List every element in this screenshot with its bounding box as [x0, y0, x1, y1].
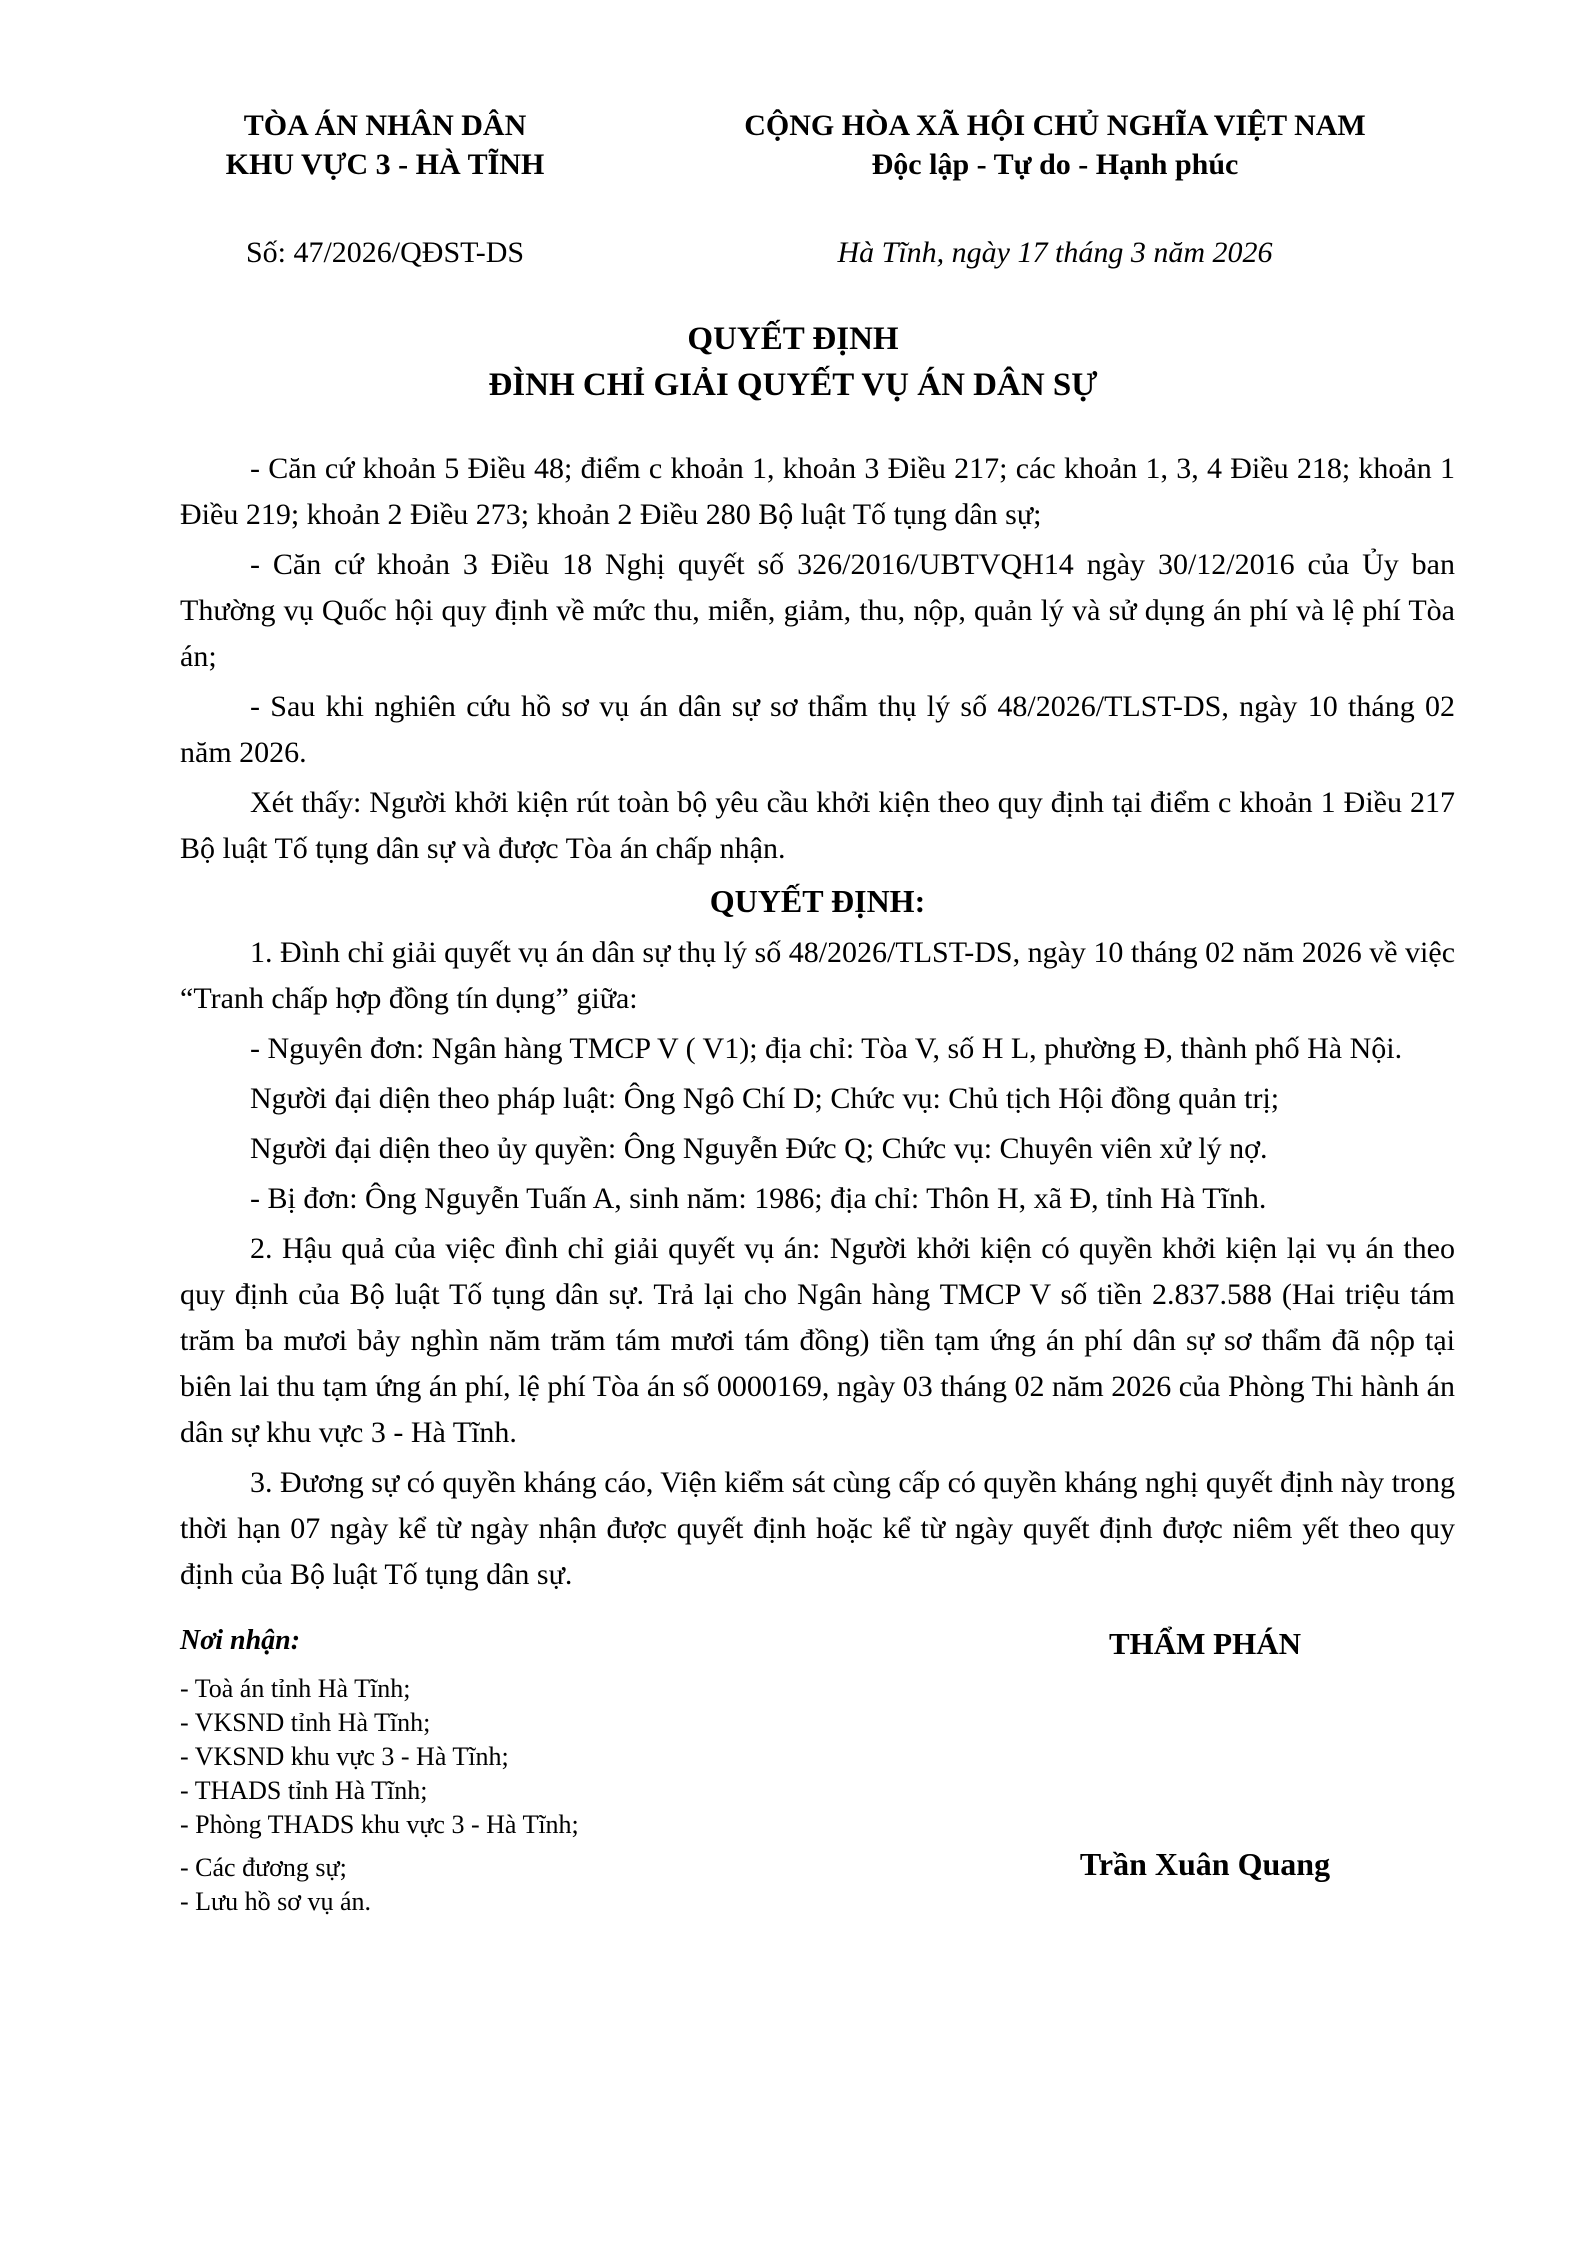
title-line2: ĐÌNH CHỈ GIẢI QUYẾT VỤ ÁN DÂN SỰ [488, 367, 1098, 403]
recipients-label: Nơi nhận: [180, 1625, 301, 1656]
recipient-item: - Phòng THADS khu vực 3 - Hà Tĩnh; [180, 1810, 579, 1839]
decision-heading: QUYẾT ĐỊNH: [709, 883, 926, 919]
decision-paragraph-legal-rep: Người đại diện theo pháp luật: Ông Ngô Chí D; Chức vụ: Chủ tịch Hội đồng quản trị; [250, 1082, 1280, 1115]
republic-name: CỘNG HÒA XÃ HỘI CHỦ NGHĨA VIỆT NAM [744, 109, 1366, 142]
document-body [180, 446, 1455, 1598]
recipient-item: - VKSND khu vực 3 - Hà Tĩnh; [180, 1742, 509, 1771]
national-motto-block [650, 106, 1460, 272]
court-name-line1: TÒA ÁN NHÂN DÂN [243, 109, 527, 142]
place-date-line: Hà Tĩnh, ngày 17 tháng 3 năm 2026 [837, 236, 1273, 269]
judge-name: Trần Xuân Quang [1079, 1846, 1331, 1882]
document-title [0, 316, 1586, 408]
signature-block [955, 1624, 1455, 1919]
recipients-block [180, 1624, 820, 1919]
decision-paragraph-plaintiff: - Nguyên đơn: Ngân hàng TMCP V ( V1); địa chỉ: Tòa V, số H L, phường Đ, thành phố Hà Nội. [250, 1032, 1403, 1065]
court-name-line2: KHU VỰC 3 - HÀ TĨNH [225, 148, 545, 181]
recipient-item: - Lưu hồ sơ vụ án. [180, 1887, 372, 1916]
recipient-item: - THADS tỉnh Hà Tĩnh; [180, 1776, 428, 1805]
decision-paragraph-defendant: - Bị đơn: Ông Nguyễn Tuấn A, sinh năm: 1986; địa chỉ: Thôn H, xã Đ, tỉnh Hà Tĩnh. [250, 1182, 1267, 1215]
decision-paragraph-authorized-rep: Người đại diện theo ủy quyền: Ông Nguyễn Đức Q; Chức vụ: Chuyên viên xử lý nợ. [250, 1132, 1268, 1165]
preamble-paragraph: Xét thấy: Người khởi kiện rút toàn bộ yêu cầu khởi kiện theo quy định tại điểm c khoản 1 Điều 217 Bộ luật Tố tụng dân sự và được Tòa án chấp nhận. [180, 786, 1455, 865]
decision-paragraph: 1. Đình chỉ giải quyết vụ án dân sự thụ lý số 48/2026/TLST-DS, ngày 10 tháng 02 năm 2026 về việc “Tranh chấp hợp đồng tín dụng” giữa: [180, 936, 1456, 1015]
recipient-item: - Các đương sự; [180, 1853, 347, 1882]
judge-title: THẨM PHÁN [1108, 1626, 1301, 1661]
preamble-paragraph: - Căn cứ khoản 5 Điều 48; điểm c khoản 1, khoản 3 Điều 217; các khoản 1, 3, 4 Điều 218; khoản 1 Điều 219; khoản 2 Điều 273; khoản 2 Điều 280 Bộ luật Tố tụng dân sự; [180, 452, 1455, 531]
decision-paragraph-consequences: 2. Hậu quả của việc đình chỉ giải quyết vụ án: Người khởi kiện có quyền khởi kiện lại vụ án theo quy định của Bộ luật Tố tụng dân sự. Trả lại cho Ngân hàng TMCP V số tiền 2.837.588 (Hai triệu tám trăm ba mươi bảy nghìn năm trăm tám mươi tám đồng) tiền tạm ứng án phí dân sự sơ thẩm đã nộp tại biên lai thu tạm ứng án phí, lệ phí Tòa án số 0000169, ngày 03 tháng 02 năm 2026 của Phòng Thi hành án dân sự khu vực 3 - Hà Tĩnh. [180, 1232, 1455, 1449]
preamble-paragraph: - Sau khi nghiên cứu hồ sơ vụ án dân sự sơ thẩm thụ lý số 48/2026/TLST-DS, ngày 10 tháng 02 năm 2026. [180, 690, 1455, 769]
document-footer [180, 1624, 1455, 1919]
preamble-paragraph: - Căn cứ khoản 3 Điều 18 Nghị quyết số 326/2016/UBTVQH14 ngày 30/12/2016 của Ủy ban Thường vụ Quốc hội quy định về mức thu, miễn, giảm, thu, nộp, quản lý và sử dụng án phí và lệ phí Tòa án; [180, 548, 1455, 673]
recipient-item: - VKSND tỉnh Hà Tĩnh; [180, 1708, 431, 1737]
decision-paragraph-appeal-rights: 3. Đương sự có quyền kháng cáo, Viện kiểm sát cùng cấp có quyền kháng nghị quyết định này trong thời hạn 07 ngày kể từ ngày nhận được quyết định hoặc kể từ ngày quyết định được niêm yết theo quy định của Bộ luật Tố tụng dân sự. [180, 1466, 1455, 1591]
document-number: Số: 47/2026/QĐST-DS [245, 236, 525, 269]
issuing-court-block [140, 106, 630, 272]
title-line1: QUYẾT ĐỊNH [687, 321, 899, 357]
document-header [0, 0, 1586, 272]
recipient-item: - Toà án tỉnh Hà Tĩnh; [180, 1674, 411, 1703]
motto-line: Độc lập - Tự do - Hạnh phúc [871, 148, 1239, 181]
